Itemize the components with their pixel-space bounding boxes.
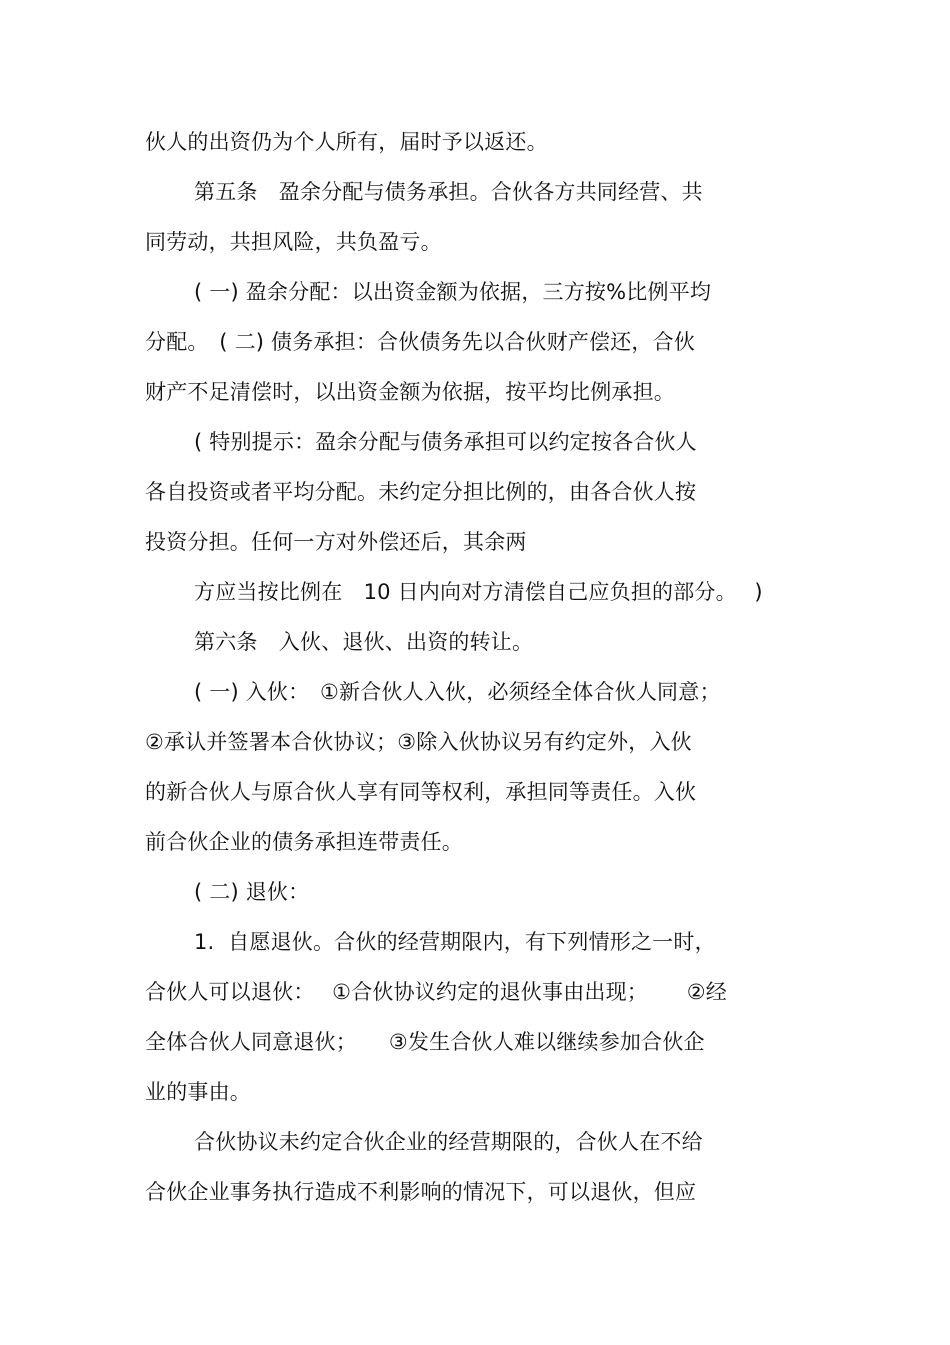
text-line: 投资分担。任何一方对外偿还后，其余两	[145, 530, 527, 554]
text-line: 同劳动，共担风险，共负盈亏。	[145, 230, 442, 254]
text-line: 合伙协议未约定合伙企业的经营期限的，合伙人在不给	[194, 1130, 703, 1154]
text-line: ( 一) 盈余分配：以出资金额为依据，三方按%比例平均	[194, 280, 712, 304]
text-line: ( 特别提示：盈余分配与债务承担可以约定按各合伙人	[194, 430, 697, 454]
text-line: ( 一) 入伙： ①新合伙人入伙，必须经全体合伙人同意；	[194, 680, 721, 704]
text-line: 的新合伙人与原合伙人享有同等权利，承担同等责任。入伙	[145, 780, 697, 804]
text-line: 分配。 ( 二) 债务承担：合伙债务先以合伙财产偿还，合伙	[145, 330, 696, 354]
text-line: 合伙企业事务执行造成不利影响的情况下，可以退伙，但应	[145, 1180, 697, 1204]
text-line: ( 二) 退伙：	[194, 880, 310, 904]
text-line: 第五条 盈余分配与债务承担。合伙各方共同经营、共	[194, 180, 703, 204]
text-line: 1. 自愿退伙。合伙的经营期限内，有下列情形之一时，	[194, 930, 716, 954]
text-line: 全体合伙人同意退伙； ③发生合伙人难以继续参加合伙企	[145, 1030, 705, 1054]
text-line: 合伙人可以退伙： ①合伙协议约定的退伙事由出现； ②经	[145, 980, 728, 1004]
text-line: 前合伙企业的债务承担连带责任。	[145, 830, 463, 854]
text-line: 各自投资或者平均分配。未约定分担比例的，由各合伙人按	[145, 480, 697, 504]
text-line: ②承认并签署本合伙协议；③除入伙协议另有约定外，入伙	[145, 730, 692, 754]
text-line: 财产不足清偿时，以出资金额为依据，按平均比例承担。	[145, 380, 675, 404]
text-line: 方应当按比例在 10 日内向对方清偿自己应负担的部分。 )	[194, 580, 763, 604]
text-line: 伙人的出资仍为个人所有，届时予以返还。	[145, 130, 548, 154]
text-line: 第六条 入伙、退伙、出资的转让。	[194, 630, 534, 654]
text-line: 业的事由。	[145, 1080, 251, 1104]
